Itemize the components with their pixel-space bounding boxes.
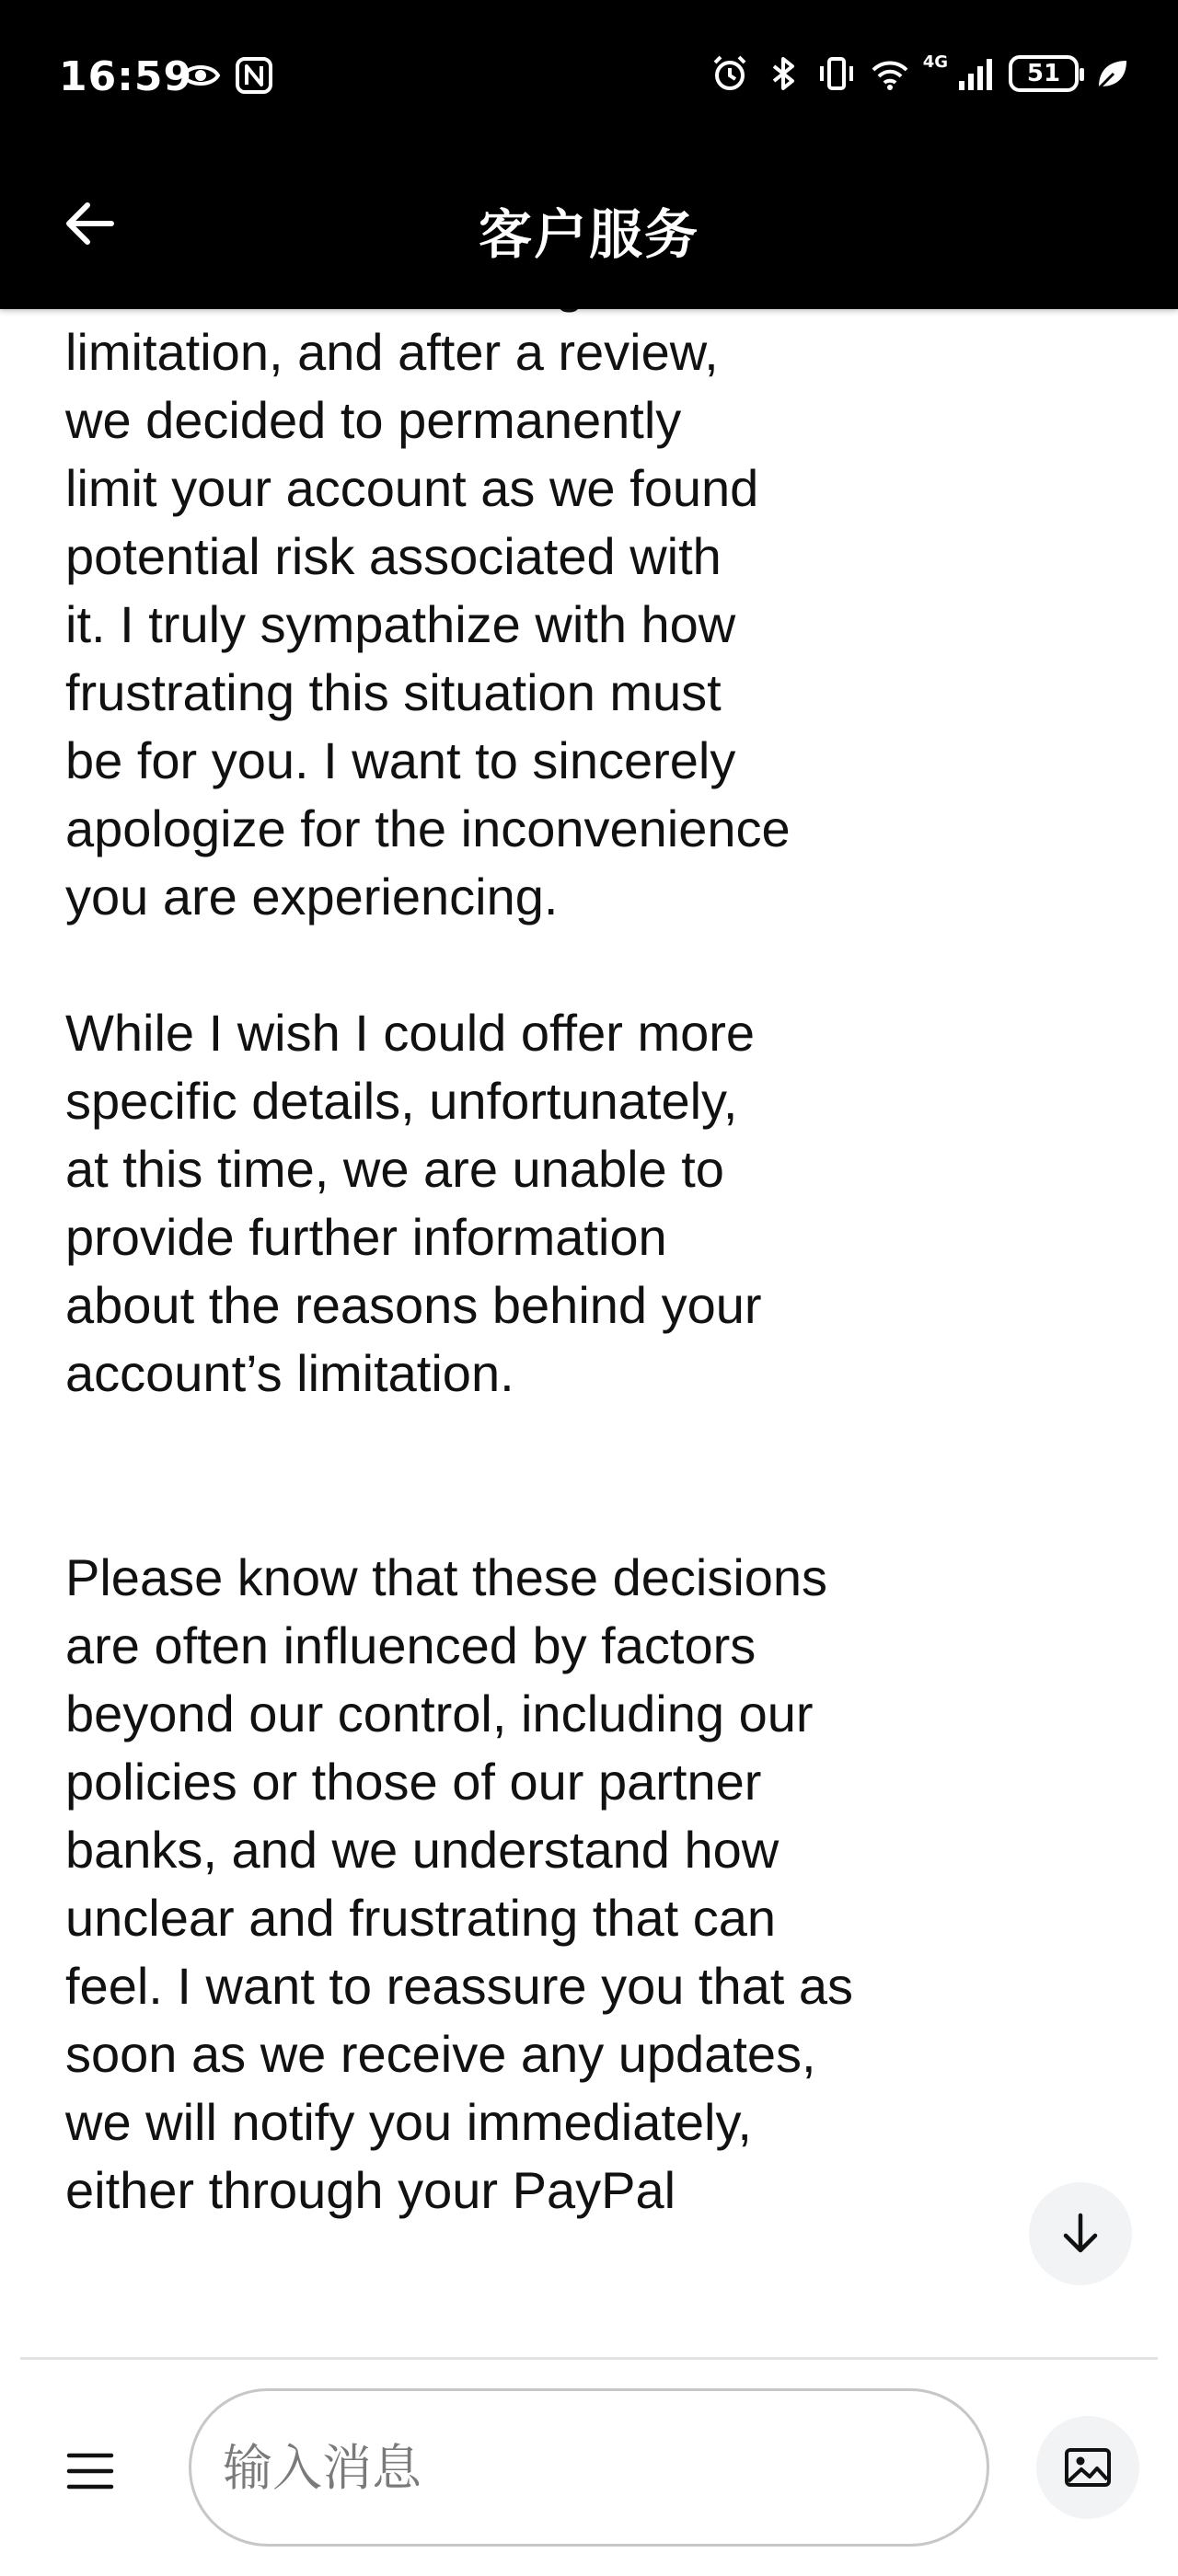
battery-icon: 51 [1009, 55, 1079, 92]
message-input[interactable] [189, 2388, 989, 2547]
image-icon [1062, 2442, 1114, 2493]
eye-icon [180, 55, 221, 96]
bluetooth-icon [763, 53, 803, 94]
vibrate-icon [816, 53, 857, 94]
menu-icon [65, 2446, 115, 2496]
composer-divider [20, 2357, 1158, 2360]
status-bar [0, 0, 1178, 156]
wifi-icon [870, 53, 910, 94]
page-title: 客户服务 [478, 203, 699, 266]
nfc-icon [234, 55, 274, 96]
app-header [0, 156, 1178, 309]
status-left-icons [180, 55, 274, 96]
leaf-icon [1091, 53, 1132, 94]
conversation-area[interactable] [0, 309, 1178, 2357]
status-right-icons [710, 53, 1132, 94]
network-type-label: 4G [922, 52, 948, 72]
cellular-signal-icon [955, 53, 996, 94]
scroll-to-bottom-button[interactable] [1029, 2182, 1132, 2285]
attach-image-button[interactable] [1036, 2416, 1139, 2519]
alarm-icon [710, 53, 750, 94]
arrow-down-icon [1057, 2210, 1104, 2258]
status-time: 16:59 [59, 53, 193, 100]
agent-message-text: limitation, and after a review, we decided to permanently limit your account as we found potential risk associated with it. I truly sympathize with how frustrating this situation must be for you. I want to sincerely apologize for the inconvenience you are experiencing. While I wish I could offer more specific details, unfortunately, at this time, we are unable to provide further information about the reasons behind your account’s limitation. Please know that these decisions are often influenced by factors beyond our control, including our policies or those of our partner banks, and we understand how unclear and frustrating that can feel. I want to reassure you that as soon as we receive any updates, we will notify you immediately, either through your PayPal [65, 323, 854, 2219]
menu-button[interactable] [44, 2425, 136, 2517]
